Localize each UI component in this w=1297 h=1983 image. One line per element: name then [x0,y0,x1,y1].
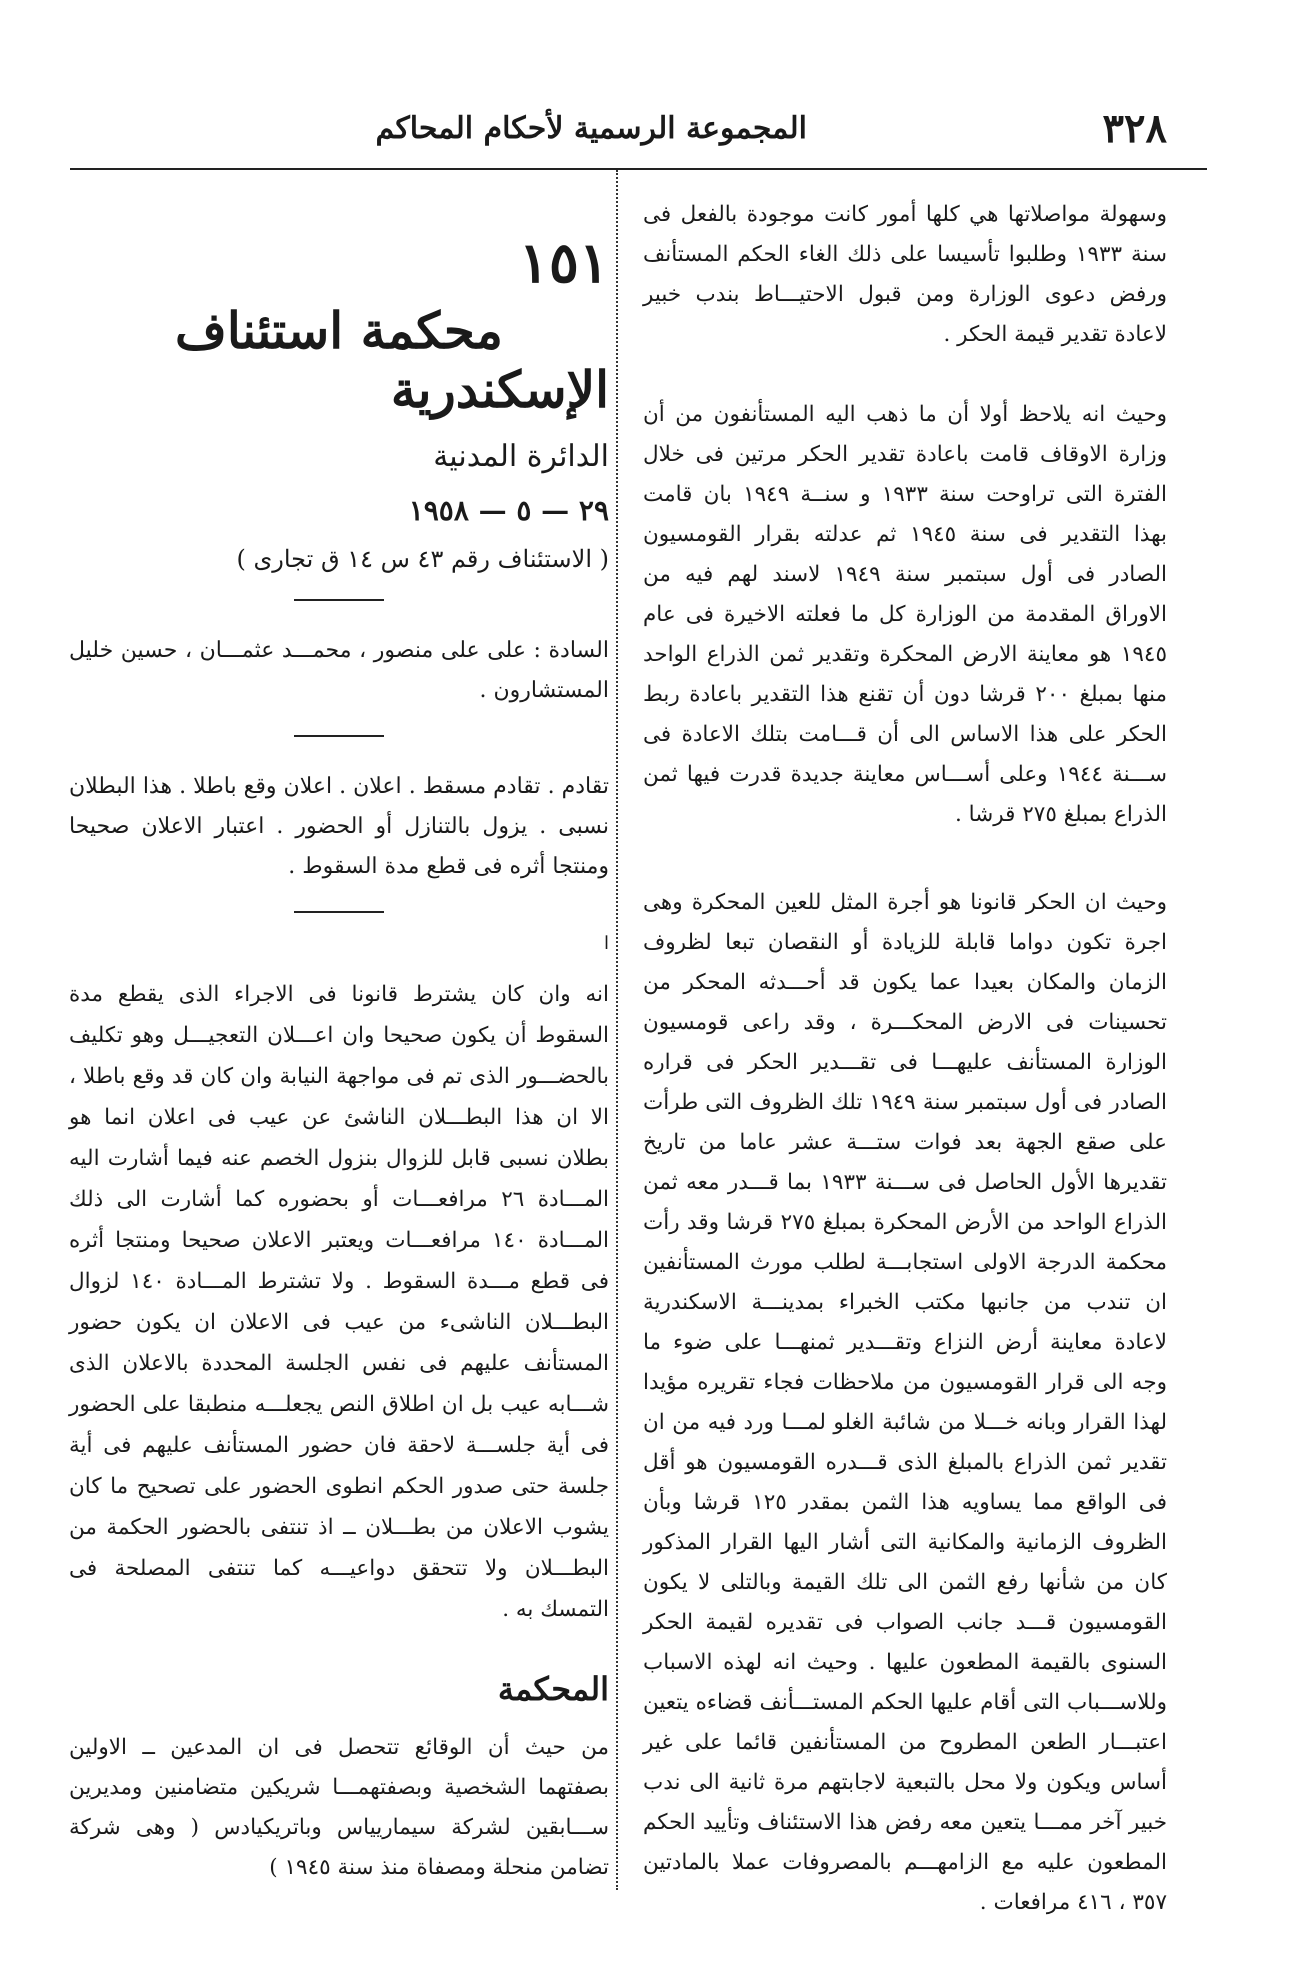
legal-principle: انه وان كان يشترط قانونا فى الاجراء الذى يقطع مدة السقوط أن يكون صحيحا وان اعـــلان التعجيـــل وهو تكليف بالحضـــور الذى تم فى مواجهة النيابة وان كان قد وقع باطلا ، الا ان هذا البطـــلان الناشئ عن عيب فى اعلان انما هو بطلان نسبى قابل للزوال بنزول الخصم عنه فيما أشارت اليه المـــادة ٢٦ مرافعـــات أو بحضوره كما أشارت الى ذلك المـــادة ١٤٠ مرافعـــات ويعتبر الاعلان صحيحا ومنتجا أثره فى قطع مـــدة السقوط . ولا تشترط المـــادة ١٤٠ لزوال البطـــلان الناشىء من عيب فى الاعلان ان يكون حضور المستأنف عليهم فى نفس الجلسة المحددة بالاعلان الذى شـــابه عيب بل ان اطلاق النص يجعلـــه منطبقا على الحضور فى أية جلســـة لاحقة فان حضور المستأنف عليهم فى أية جلسة حتى صدور الحكم انطوى الحضور على تصحيح ما كان يشوب الاعلان من بطـــلان ــ اذ تنتفى بالحضور الحكمة من البطـــلان ولا تتحقق دواعيـــه كما تنتفى المصلحة فى التمسك به . [69,982,609,1622]
tick-mark: ا [603,933,609,954]
running-title: المجموعة الرسمية لأحكام المحاكم [375,111,807,146]
judges-list: السادة : على على منصور ، محمـــد عثمـــان ، حسين خليل المستشارون . [69,638,609,703]
column-divider [616,170,618,1890]
right-column [643,195,1167,1939]
right-paragraph-2: وحيث انه يلاحظ أولا أن ما ذهب اليه المستأنفون من أن وزارة الاوقاف قامت باعادة تقدير الحكر مرتين فى خلال الفترة التى تراوحت سنة ١٩٣٣ و سنــة ١٩٤٩ بان قامت بهذا التقدير فى سنة ١٩٤٥ ثم عدلته بقرار القومسيون الصادر فى أول سبتمبر سنة ١٩٤٩ لاسند لهم فيه من الاوراق المقدمة من الوزارة كل ما فعلته الاخيرة فى عام ١٩٤٥ هو معاينة الارض المحكرة وتقدير ثمن الذراع الواحد منها بمبلغ ٢٠٠ قرشا دون أن تقنع هذا التقدير باعادة ربط الحكر على هذا الاساس الى أن قـــامت بتلك الاعادة فى ســـنة ١٩٤٤ وعلى أســـاس معاينة جديدة قدرت فيها ثمن الذراع بمبلغ ٢٧٥ قرشا . [643,402,1168,827]
section-rule-1 [294,599,384,601]
appeal-reference: ( الاستئناف رقم ٤٣ س ١٤ ق تجارى ) [236,545,609,573]
case-number: ١٥١ [518,230,609,296]
headnote-keywords: تقادم . تقادم مسقط . اعلان . اعلان وقع باطلا . هذا البطلان نسبى . يزول بالتنازل أو الحضور . اعتبار الاعلان صحيحا ومنتجا أثره فى قطع مدة السقوط . [69,774,609,879]
left-column [69,195,609,1904]
right-paragraph-1: وسهولة مواصلاتها هي كلها أمور كانت موجودة بالفعل فى سنة ١٩٣٣ وطلبوا تأسيسا على ذلك الغاء الحكم المستأنف ورفض دعوى الوزارة ومن قبول الاحتيـــاط بندب خبير لاعادة تقدير قيمة الحكر . [643,202,1168,347]
court-name: محكمة استئناف الإسكندرية [175,301,609,419]
right-paragraph-3: وحيث ان الحكر قانونا هو أجرة المثل للعين المحكرة وهى اجرة تكون دواما قابلة للزيادة أو النقصان تبعا لظروف الزمان والمكان بعيدا عما يكون قد أحـــدثه المحكر من تحسينات فى الارض المحكـــرة ، وقد راعى قومسيون الوزارة المستأنف عليهـــا فى تقـــدير الحكر فى قراره الصادر فى أول سبتمبر سنة ١٩٤٩ تلك الظروف التى طرأت على صقع الجهة بعد فوات ستـــة عشر عاما من تاريخ تقديرها الأول الحاصل فى ســـنة ١٩٣٣ بما قـــدر معه ثمن الذراع الواحد من الأرض المحكرة بمبلغ ٢٧٥ قرشا وقد رأت محكمة الدرجة الاولى استجابـــة لطلب مورث المستأنفين ان تندب من جانبها مكتب الخبراء بمدينـــة الاسكندرية لاعادة معاينة أرض النزاع وتقـــدير ثمنهـــا على ضوء ما وجه الى قرار القومسيون من ملاحظات فجاء تقريره مؤيدا لهذا القرار وبانه خـــلا من شائبة الغلو لمـــا ورد فيه من ان تقدير ثمن الذراع بالمبلغ الذى قـــدره القومسيون هو أقل فى الواقع مما يساويه هذا الثمن بمقدر ١٢٥ قرشا وبأن الظروف الزمانية والمكانية التى أشار اليها القرار المذكور كان من شأنها رفع الثمن الى تلك القيمة وبالتلى لا يكون القومسيون قـــد جانب الصواب فى تقديره لقيمة الحكر السنوى بالقيمة المطعون عليها . وحيث انه لهذه الاسباب وللاســـباب التى أقام عليها الحكم المستـــأنف قضاءه يتعين اعتبـــار الطعن المطروح من المستأنفين قائما على غير أساس ويكون ولا محل بالتبعية لاجابتهم مرة ثانية الى ندب خبير آخر ممـــا يتعين معه رفض هذا الاستئناف وتأييد الحكم المطعون عليه مع الزامهـــم بالمصروفات عملا بالمادتين ٣٥٧ ، ٤١٦ مرافعات . [643,890,1168,1915]
page-header [70,105,1167,165]
court-circuit: الدائرة المدنية [433,439,609,474]
final-paragraph: من حيث أن الوقائع تتحصل فى ان المدعين ــ الاولين بصفتهما الشخصية وبصفتهمـــا شريكين متضامنين ومديرين ســـابقين لشركة سيماريياس وباتريكيادس ( وهى شركة تضامن منحلة ومصفاة منذ سنة ١٩٤٥ ) [69,1735,609,1880]
section-rule-2 [294,735,384,737]
court-heading: المحكمة [497,1670,609,1708]
section-rule-3 [294,911,384,913]
header-rule [70,168,1207,170]
judgment-date: ٢٩ — ٥ — ١٩٥٨ [408,494,609,527]
page-number: ٣٢٨ [1102,105,1167,152]
